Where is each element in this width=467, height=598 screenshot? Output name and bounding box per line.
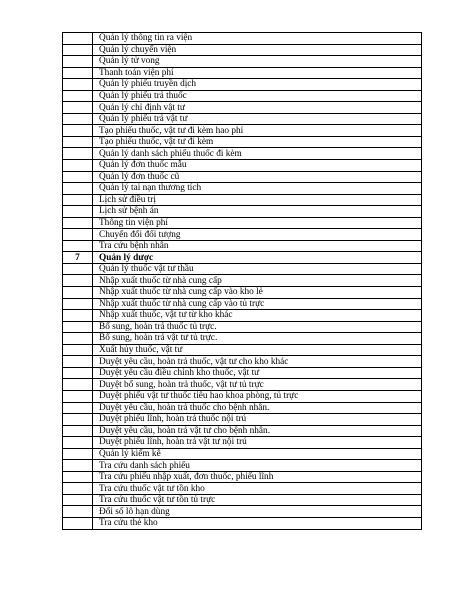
feature-name-cell: Quản lý thuốc vật tư thầu (93, 263, 422, 275)
table-row (63, 471, 422, 483)
feature-name-cell: Thông tin viện phí (93, 217, 422, 229)
feature-name-cell: Quản lý phiếu trả thuốc (93, 90, 422, 102)
row-number-cell (63, 33, 93, 45)
table-row (63, 356, 422, 368)
table-row (63, 310, 422, 322)
row-number-cell (63, 148, 93, 160)
row-number-cell (63, 287, 93, 299)
feature-name-cell: Lịch sử điều trị (93, 194, 422, 206)
table-row (63, 437, 422, 449)
row-number-cell (63, 310, 93, 322)
table-row (63, 67, 422, 79)
table-row (63, 275, 422, 287)
row-number-cell (63, 460, 93, 472)
section-row (63, 252, 422, 264)
feature-name-cell: Quản lý phiếu trả vật tư (93, 113, 422, 125)
table-row (63, 102, 422, 114)
feature-name-cell: Quản lý thông tin ra viện (93, 33, 422, 45)
table-row (63, 33, 422, 45)
feature-name-cell: Tra cứu thẻ kho (93, 517, 422, 529)
row-number-cell (63, 471, 93, 483)
table-row (63, 402, 422, 414)
table-row (63, 56, 422, 68)
table-row (63, 148, 422, 160)
row-number-cell (63, 344, 93, 356)
row-number-cell (63, 136, 93, 148)
feature-name-cell: Nhập xuất thuốc từ nhà cung cấp vào tủ trực (93, 298, 422, 310)
row-number-cell (63, 275, 93, 287)
table-row (63, 517, 422, 529)
table-row (63, 183, 422, 195)
row-number-cell (63, 414, 93, 426)
feature-name-cell: Tạo phiếu thuốc, vật tư đi kèm hao phí (93, 125, 422, 137)
row-number-cell (63, 102, 93, 114)
feature-name-cell: Quản lý đơn thuốc cũ (93, 171, 422, 183)
row-number-cell (63, 194, 93, 206)
row-number-cell (63, 333, 93, 345)
table-row (63, 379, 422, 391)
table-row (63, 79, 422, 91)
table-row (63, 44, 422, 56)
feature-name-cell: Nhập xuất thuốc từ nhà cung cấp (93, 275, 422, 287)
row-number-cell (63, 56, 93, 68)
table-row (63, 506, 422, 518)
feature-name-cell: Quản lý tử vong (93, 56, 422, 68)
row-number-cell (63, 494, 93, 506)
row-number-cell (63, 79, 93, 91)
table-row (63, 344, 422, 356)
row-number-cell (63, 125, 93, 137)
row-number-cell (63, 263, 93, 275)
table-row (63, 494, 422, 506)
feature-name-cell: Duyệt yêu cầu điều chỉnh kho thuốc, vật tư (93, 367, 422, 379)
row-number-cell (63, 379, 93, 391)
feature-name-cell: Tạo phiếu thuốc, vật tư đi kèm (93, 136, 422, 148)
row-number-cell (63, 448, 93, 460)
feature-name-cell: Nhập xuất thuốc từ nhà cung cấp vào kho lẻ (93, 287, 422, 299)
feature-name-cell: Tra cứu phiếu nhập xuất, đơn thuốc, phiếu lĩnh (93, 471, 422, 483)
feature-name-cell: Thanh toán viện phí (93, 67, 422, 79)
row-number-cell (63, 183, 93, 195)
row-number-cell (63, 483, 93, 495)
table-row (63, 287, 422, 299)
table-row (63, 90, 422, 102)
feature-name-cell: Lịch sử bệnh án (93, 206, 422, 218)
feature-name-cell: Tra cứu thuốc vật tư tồn tủ trực (93, 494, 422, 506)
row-number-cell (63, 240, 93, 252)
row-number-cell (63, 402, 93, 414)
row-number-cell (63, 206, 93, 218)
feature-name-cell: Tra cứu thuốc vật tư tồn kho (93, 483, 422, 495)
table-row (63, 194, 422, 206)
feature-name-cell: Quản lý chỉ định vật tư (93, 102, 422, 114)
row-number-cell (63, 321, 93, 333)
row-number-cell (63, 390, 93, 402)
row-number-cell (63, 517, 93, 529)
row-number-cell (63, 160, 93, 172)
feature-name-cell: Quản lý tai nạn thương tích (93, 183, 422, 195)
feature-name-cell: Quản lý đơn thuốc mẫu (93, 160, 422, 172)
section-title-cell: Quản lý dược (93, 252, 422, 264)
row-number-cell (63, 90, 93, 102)
feature-name-cell: Quản lý danh sách phiếu thuốc đi kèm (93, 148, 422, 160)
table-row (63, 298, 422, 310)
row-number-cell (63, 217, 93, 229)
table-row (63, 160, 422, 172)
feature-name-cell: Quản lý phiếu truyền dịch (93, 79, 422, 91)
feature-name-cell: Xuất hủy thuốc, vật tư (93, 344, 422, 356)
feature-name-cell: Bổ sung, hoàn trả thuốc tủ trực. (93, 321, 422, 333)
table-row (63, 483, 422, 495)
row-number-cell (63, 113, 93, 125)
feature-name-cell: Duyệt phiếu lĩnh, hoàn trả thuốc nội trú (93, 414, 422, 426)
feature-name-cell: Duyệt yêu cầu, hoàn trả thuốc cho bệnh nhân. (93, 402, 422, 414)
table-row (63, 229, 422, 241)
feature-name-cell: Quản lý kiểm kê (93, 448, 422, 460)
row-number-cell: 7 (63, 252, 93, 264)
row-number-cell (63, 229, 93, 241)
feature-name-cell: Tra cứu danh sách phiếu (93, 460, 422, 472)
table-row (63, 171, 422, 183)
feature-name-cell: Bổ sung, hoàn trả vật tư tủ trực. (93, 333, 422, 345)
row-number-cell (63, 67, 93, 79)
table-row (63, 448, 422, 460)
table-row (63, 136, 422, 148)
feature-name-cell: Duyệt bổ sung, hoàn trả thuốc, vật tư tủ trực (93, 379, 422, 391)
feature-list-body (63, 33, 422, 530)
table-row (63, 113, 422, 125)
table-row (63, 125, 422, 137)
table-row (63, 425, 422, 437)
table-row (63, 321, 422, 333)
table-row (63, 414, 422, 426)
row-number-cell (63, 367, 93, 379)
table-row (63, 240, 422, 252)
row-number-cell (63, 506, 93, 518)
feature-name-cell: Duyệt yêu cầu, hoàn trả vật tư cho bệnh nhân. (93, 425, 422, 437)
feature-name-cell: Đổi số lô hạn dùng (93, 506, 422, 518)
table-row (63, 460, 422, 472)
row-number-cell (63, 425, 93, 437)
table-row (63, 217, 422, 229)
feature-name-cell: Duyệt yêu cầu, hoàn trả thuốc, vật tư cho kho khác (93, 356, 422, 368)
feature-name-cell: Chuyển đổi đối tượng (93, 229, 422, 241)
row-number-cell (63, 298, 93, 310)
feature-name-cell: Duyệt phiếu lĩnh, hoàn trả vật tư nội trú (93, 437, 422, 449)
row-number-cell (63, 171, 93, 183)
table-row (63, 333, 422, 345)
feature-name-cell: Quản lý chuyển viện (93, 44, 422, 56)
feature-name-cell: Nhập xuất thuốc, vật tư từ kho khác (93, 310, 422, 322)
feature-name-cell: Duyệt phiếu vật tư thuốc tiêu hao khoa phòng, tủ trực (93, 390, 422, 402)
table-row (63, 263, 422, 275)
row-number-cell (63, 356, 93, 368)
table-row (63, 206, 422, 218)
table-row (63, 367, 422, 379)
feature-list-table (62, 32, 422, 530)
row-number-cell (63, 437, 93, 449)
table-row (63, 390, 422, 402)
row-number-cell (63, 44, 93, 56)
feature-name-cell: Tra cứu bệnh nhân (93, 240, 422, 252)
